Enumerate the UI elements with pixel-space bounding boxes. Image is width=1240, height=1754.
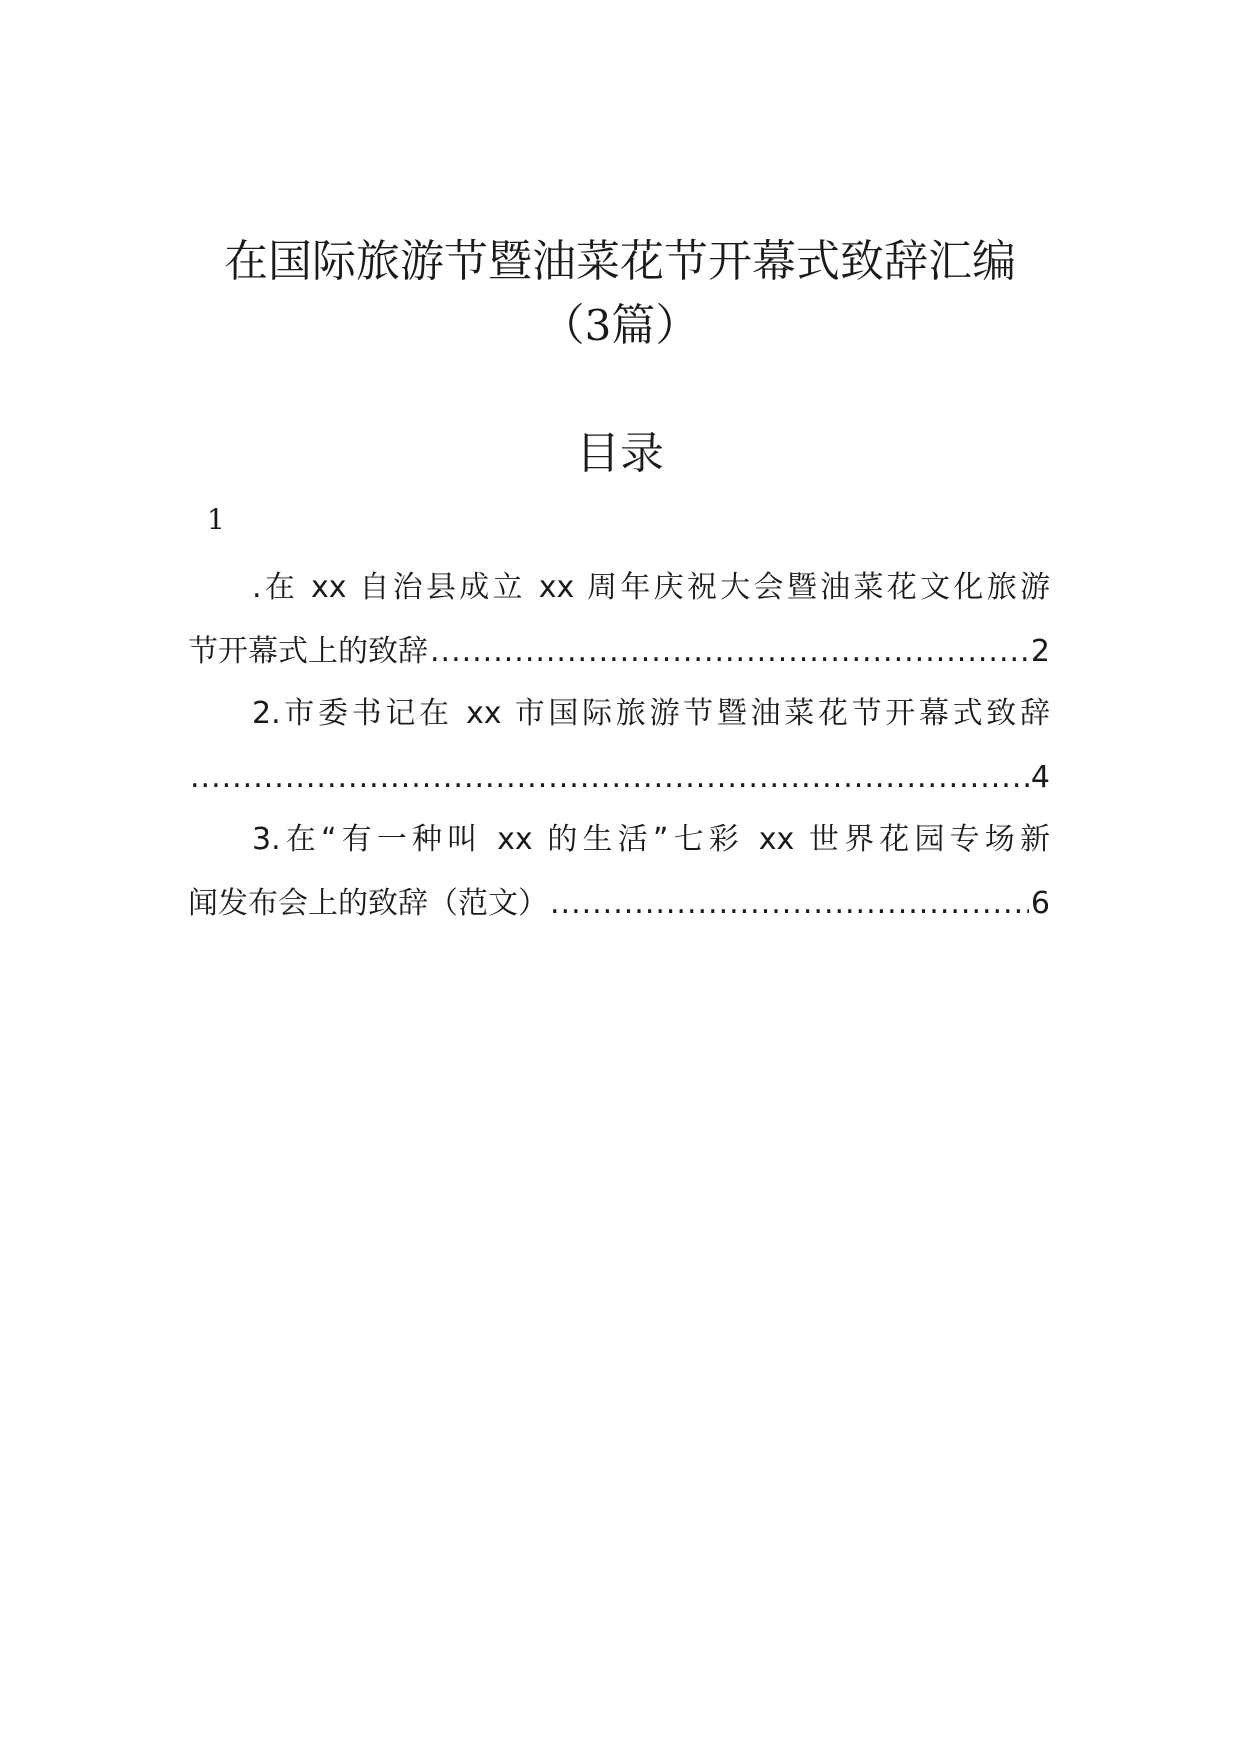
toc-entry-3-page: 6	[1030, 886, 1050, 921]
document-subtitle	[0, 296, 1240, 356]
subtitle-count: 3	[584, 301, 612, 350]
toc-entry-1-label-cont: 节开幕式上的致辞	[188, 634, 428, 669]
toc-entry-3-leader	[550, 876, 1029, 932]
subtitle-close-paren: ）	[655, 300, 700, 351]
document-title: 在国际旅游节暨油菜花节开幕式致辞汇编	[224, 236, 1016, 287]
toc-entry-2-line-2[interactable]	[188, 750, 1050, 806]
subtitle-open-paren: （	[540, 300, 585, 351]
toc-entry-2-line-1[interactable]: 2.市委书记在 xx 市国际旅游节暨油菜花节开幕式致辞	[252, 696, 1050, 731]
toc-entry-3-line-1[interactable]: 3.在“有一种叫 xx 的生活”七彩 xx 世界花园专场新	[252, 822, 1050, 857]
toc-entry-2-leader	[190, 750, 1029, 806]
toc-entry-3-label-cont: 闻发布会上的致辞（范文）	[188, 886, 548, 921]
toc-entry-3-line-2[interactable]	[188, 876, 1050, 932]
toc-heading: 目录	[576, 428, 664, 479]
toc-entry-1-line-1[interactable]: .在 xx 自治县成立 xx 周年庆祝大会暨油菜花文化旅游	[252, 570, 1050, 605]
subtitle-word: 篇	[611, 300, 656, 351]
toc-entry-1-line-2[interactable]	[188, 624, 1050, 680]
toc-entry-1-leader	[430, 624, 1029, 680]
toc-stray-number: 1	[207, 503, 225, 536]
toc-entry-2-page: 4	[1030, 760, 1050, 795]
toc-entry-1-page: 2	[1030, 634, 1050, 669]
